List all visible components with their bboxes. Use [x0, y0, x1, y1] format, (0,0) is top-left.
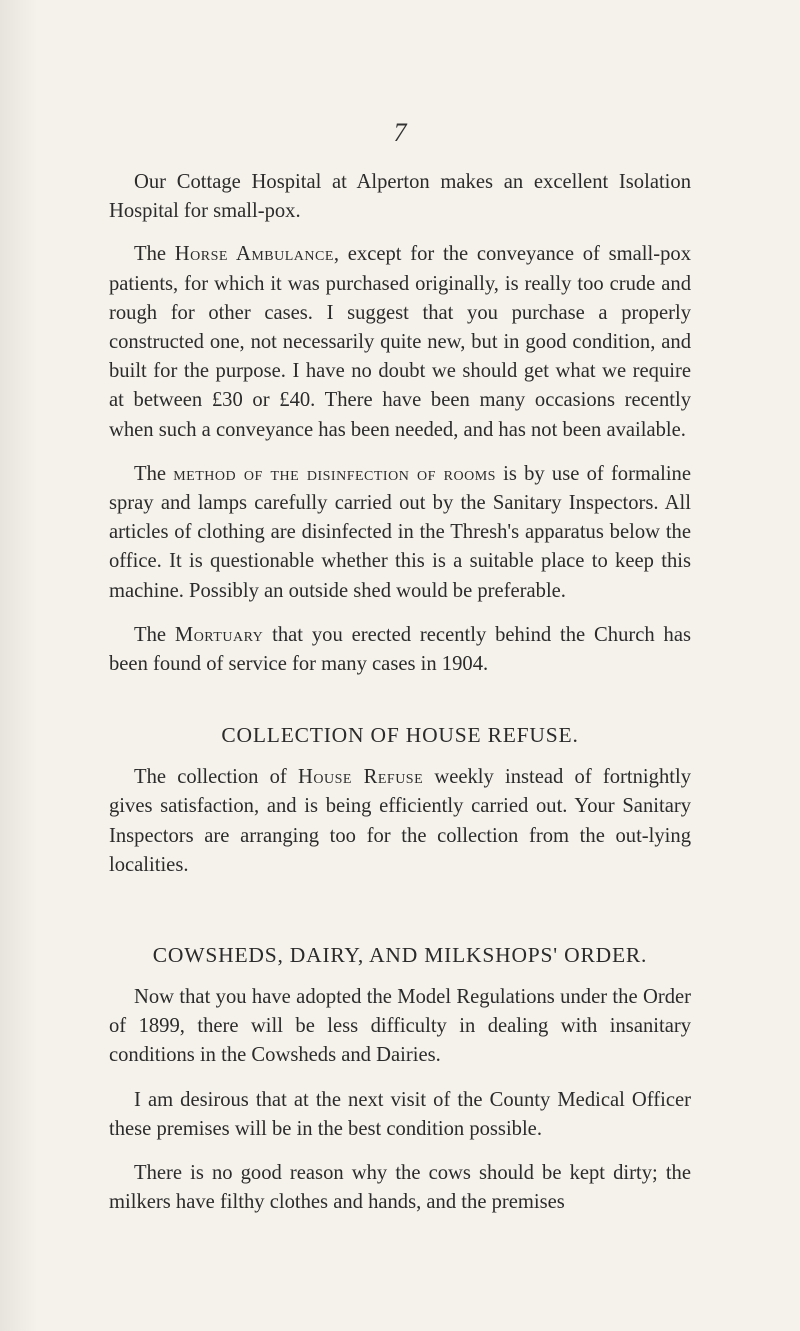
- page-number: 7: [393, 118, 407, 147]
- paragraph-text: , except for the conveyance of small-pox patients, for which it was purchased originally, is really too crude and rough for other cases. I suggest that you purchase a properly constructed one, not necessarily quite new, but in good condition, and built for the purpose. I have no doubt we should get what we require at between £30 or £40. There have been many occasions recently when such a conveyance has been needed, and has not been available.: [109, 243, 691, 441]
- section-heading-cowsheds: COWSHEDS, DAIRY, AND MILKSHOPS' ORDER.: [152, 943, 648, 968]
- subject-house-refuse: House Refuse: [297, 766, 424, 789]
- paragraph-mortuary: [109, 621, 691, 679]
- paragraph-text: is by use of formaline spray and lamps carefully carried out by the Sanitary Inspectors. All articles of clothing are disinfected in the Thresh's apparatus below the office. It is questionable whether this is a suitable place to keep this machine. Possibly an outside shed would be preferable.: [109, 462, 691, 602]
- paragraph-lead: The: [134, 623, 175, 646]
- paragraph-cottage-hospital: Our Cottage Hospital at Alperton makes an excellent Isolation Hospital for small-pox.: [109, 171, 691, 223]
- page-body: [109, 168, 691, 1217]
- paragraph-lead: The collection of: [134, 766, 298, 789]
- paragraph-model-regulations: Now that you have adopted the Model Regulations under the Order of 1899, there will be less difficulty in dealing with insanitary conditions in the Cowsheds and Dairies.: [109, 986, 691, 1067]
- paragraph-lead: The: [134, 462, 174, 485]
- section-heading-house-refuse: COLLECTION OF HOUSE REFUSE.: [221, 723, 579, 748]
- paragraph-horse-ambulance: [109, 240, 691, 444]
- subject-horse-ambulance: Horse Ambulance: [174, 243, 334, 266]
- paragraph-house-refuse: [109, 763, 691, 880]
- subject-mortuary: Mortuary: [174, 623, 264, 646]
- paragraph-disinfection: [109, 460, 691, 606]
- paragraph-text: that you erected recently behind the Church has been found of service for many cases in 1904.: [109, 623, 692, 676]
- paragraph-dirty-cows: There is no good reason why the cows should be kept dirty; the milkers have filthy clothes and hands, and the premises: [109, 1162, 691, 1214]
- paragraph-county-medical-officer: I am desirous that at the next visit of the County Medical Officer these premises will be in the best condition possible.: [109, 1088, 691, 1140]
- subject-disinfection-method: method of the disinfection of rooms: [173, 462, 496, 485]
- paragraph-text: weekly instead of fortnightly gives satisfaction, and is being efficiently carried out. Your Sanitary Inspectors are arranging too for the collection from the out-lying localities.: [109, 766, 691, 876]
- paragraph-lead: The: [134, 243, 175, 266]
